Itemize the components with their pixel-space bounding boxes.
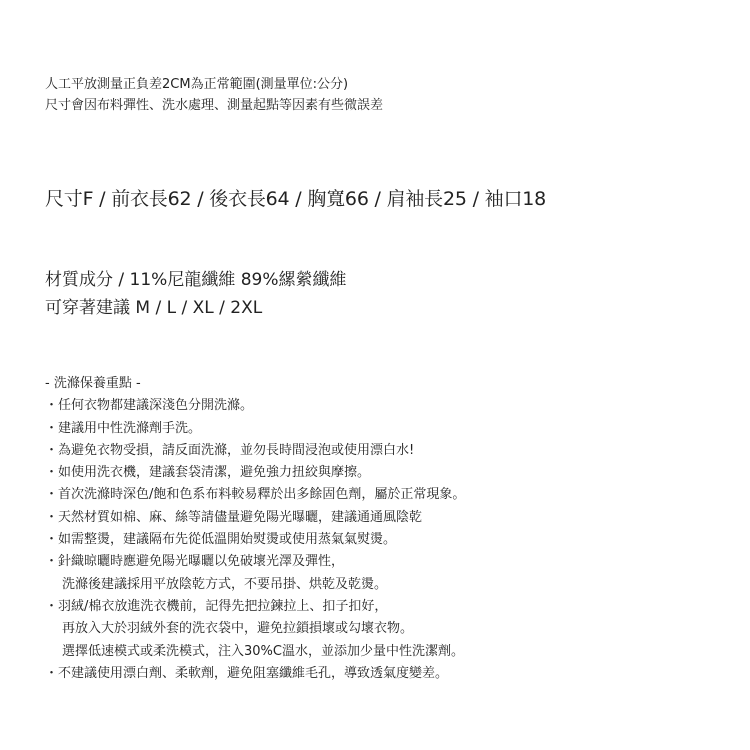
care-line: ・首次洗滌時深色/飽和色系布料較易釋於出多餘固色劑，屬於正常現象。: [45, 487, 466, 503]
material-info: [45, 266, 347, 322]
care-line-continuation: 洗滌後建議採用平放陰乾方式，不要吊掛、烘乾及乾燙。: [62, 576, 388, 592]
recommended-sizes: 可穿著建議 M / L / XL / 2XL: [45, 298, 263, 318]
care-line-continuation: 選擇低速模式或柔洗模式，注入30%C溫水，並添加少量中性洗潔劑。: [62, 643, 464, 659]
care-line: ・羽絨/棉衣放進洗衣機前，記得先把拉鍊拉上、扣子扣好，: [45, 598, 388, 614]
care-line: ・任何衣物都建議深淺色分開洗滌。: [45, 398, 254, 414]
measurement-note: [45, 74, 383, 116]
care-line: ・針織晾曬時應避免陽光曝曬以免破壞光澤及彈性，: [45, 554, 345, 570]
care-heading: - 洗滌保養重點 -: [45, 376, 141, 391]
care-line: ・不建議使用漂白劑、柔軟劑，避免阻塞纖維毛孔，導致透氣度變差。: [45, 665, 449, 681]
care-line: ・建議用中性洗滌劑手洗。: [45, 420, 202, 436]
care-instructions: [45, 373, 465, 685]
care-line: ・如需整燙，建議隔布先從低溫開始熨燙或使用蒸氣氣熨燙。: [45, 532, 397, 548]
care-line: ・如使用洗衣機，建議套袋清潔，避免強力扭絞與摩擦。: [45, 465, 371, 481]
care-line: ・為避免衣物受損，請反面洗滌，並勿長時間浸泡或使用漂白水!: [45, 442, 415, 458]
measurement-note-line-2: 尺寸會因布料彈性、洗水處理、測量起點等因素有些微誤差: [45, 98, 384, 113]
size-spec: 尺寸F / 前衣長62 / 後衣長64 / 胸寬66 / 肩袖長25 / 袖口18: [45, 188, 547, 210]
care-line: ・天然材質如棉、麻、絲等請儘量避免陽光曝曬，建議通通風陰乾: [45, 509, 423, 525]
measurement-note-line-1: 人工平放測量正負差2CM為正常範圍(測量單位:公分): [45, 77, 349, 92]
care-line-continuation: 再放入大於羽絨外套的洗衣袋中，避免拉鎖損壞或勾壞衣物。: [62, 621, 414, 637]
material-composition: 材質成分 / 11%尼龍纖維 89%縲縈纖維: [45, 270, 347, 290]
